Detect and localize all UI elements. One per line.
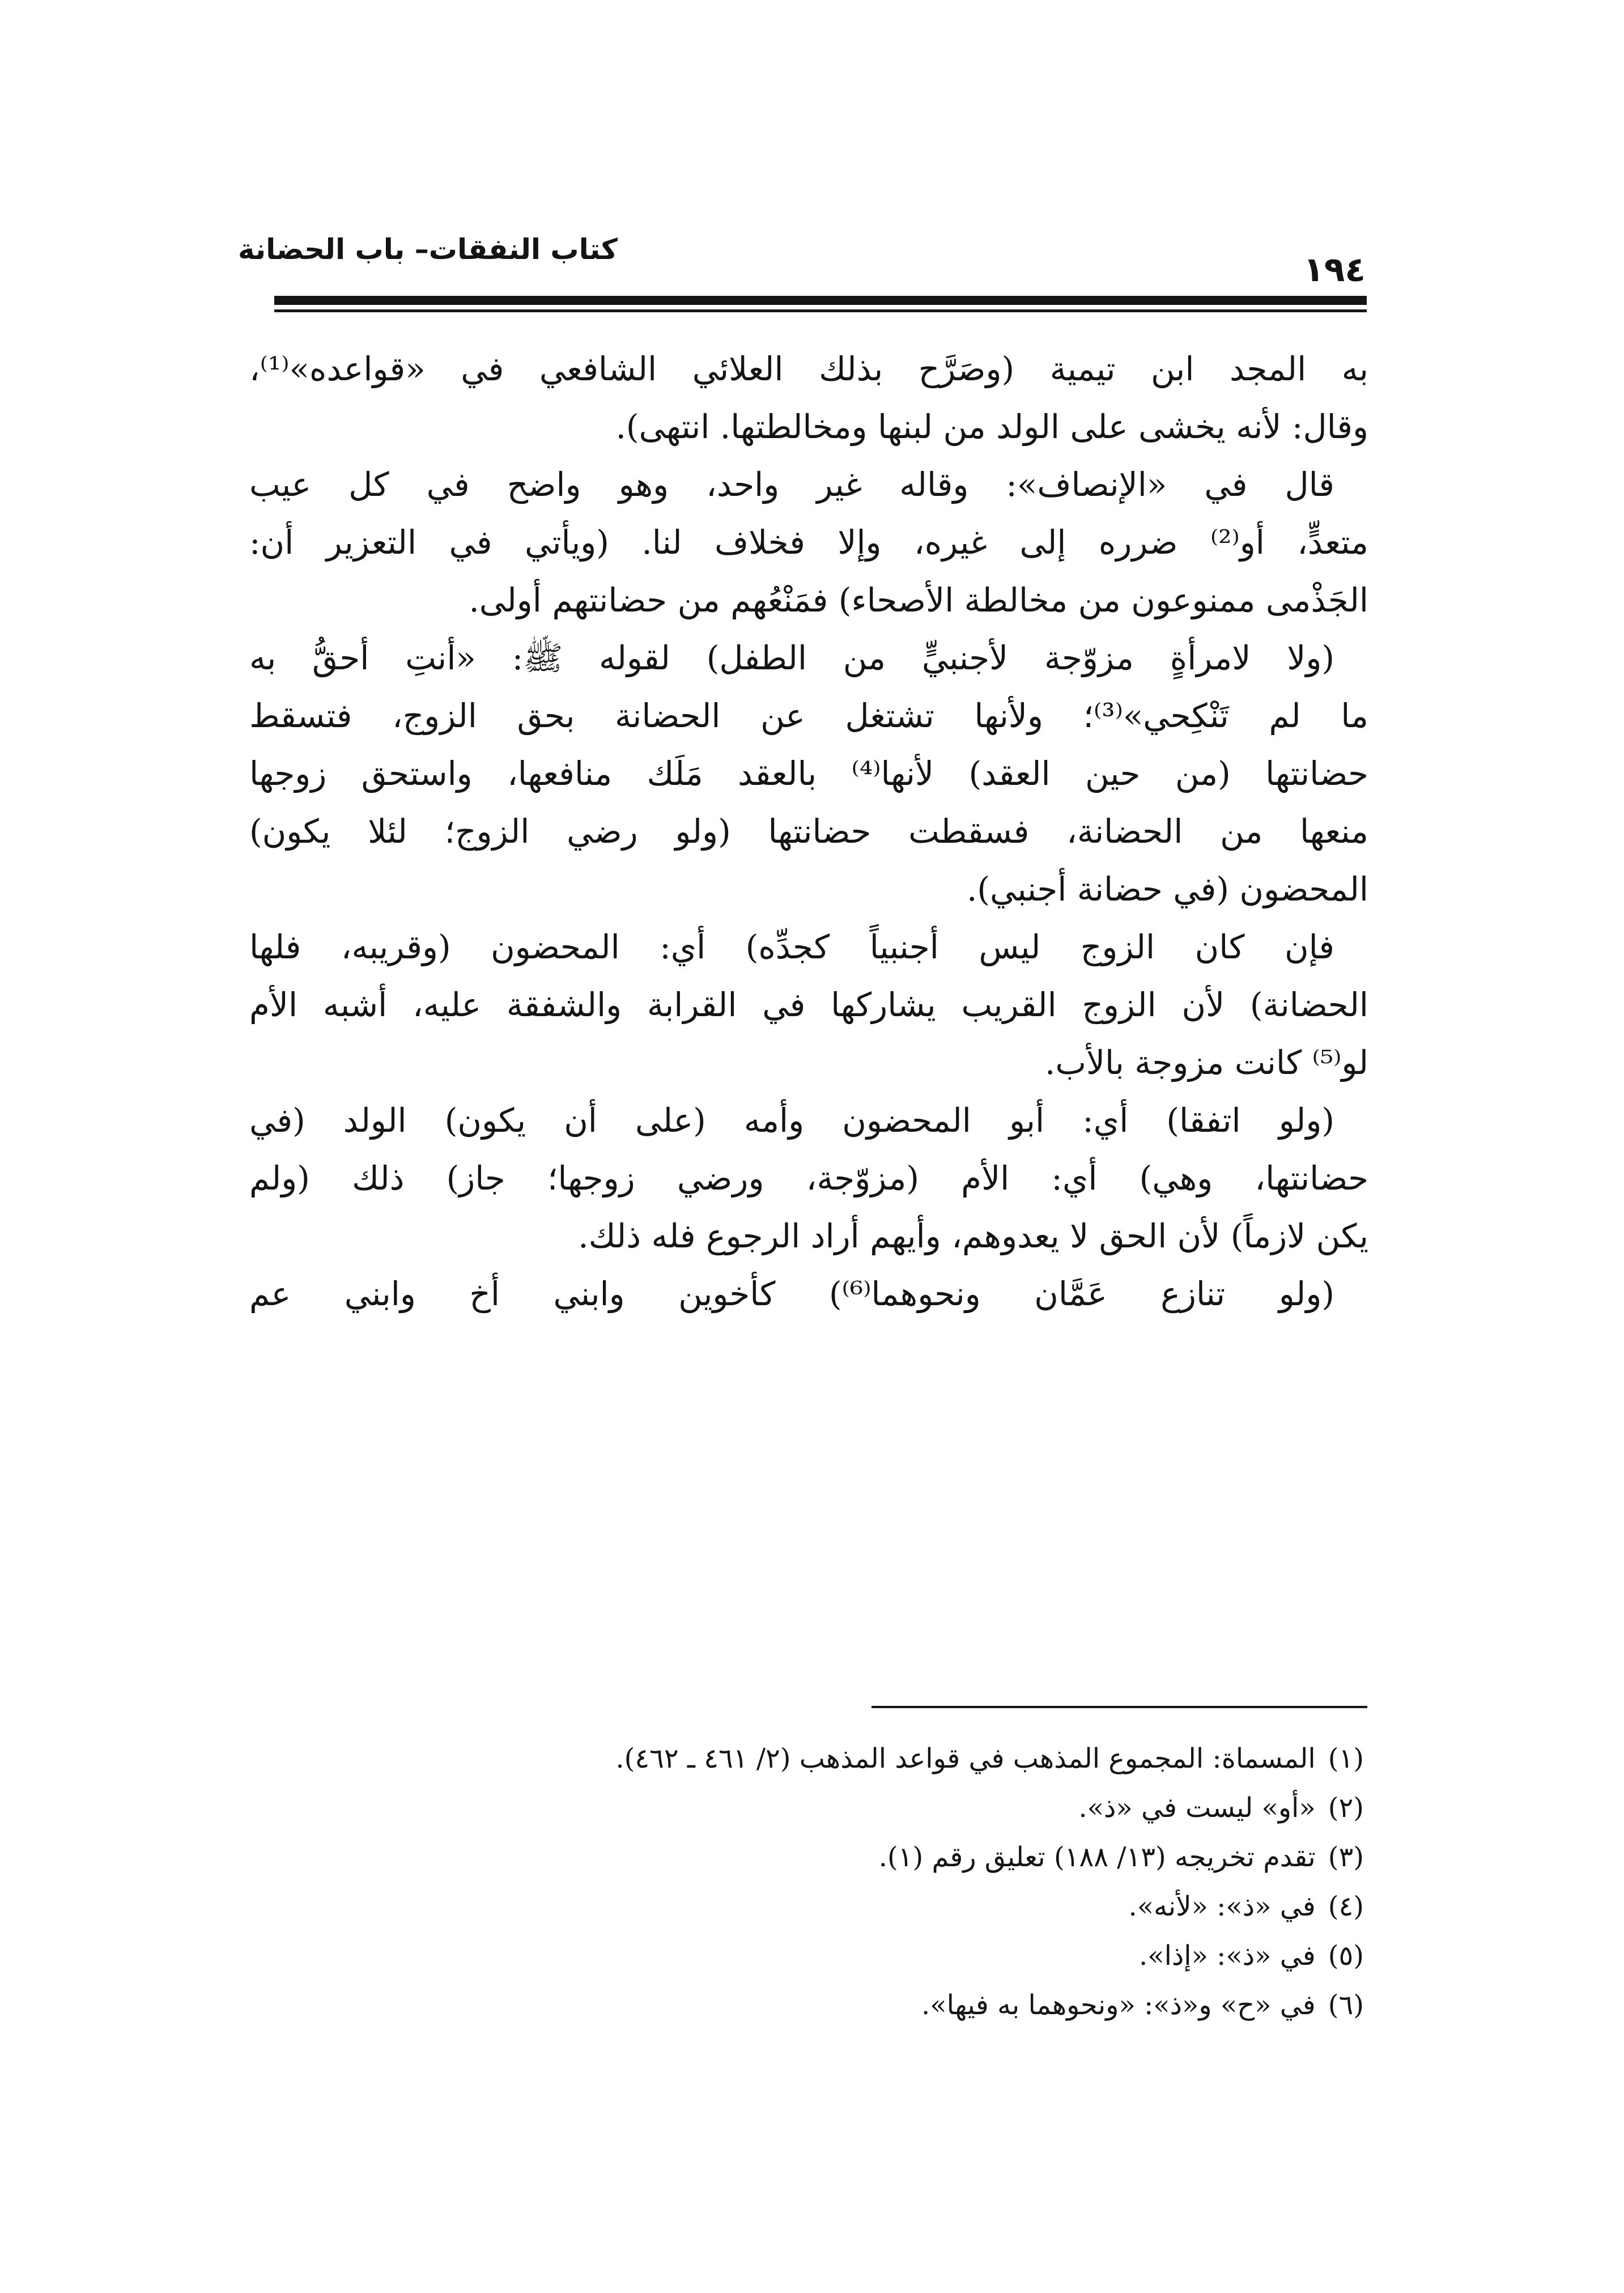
text-line: (ولا لامرأةٍ مزوّجة لأجنبيٍّ من الطفل) لقوله ﷺ: «أنتِ أحقُّ به	[249, 639, 1334, 677]
footnote-number: (٥)	[1328, 1940, 1364, 1972]
footnote-text: المسماة: المجموع المذهب في قواعد المذهب (٢/ ٤٦١ ـ ٤٦٢).	[615, 1743, 1316, 1774]
text-line: قال في «الإنصاف»: وقاله غير واحد، وهو واضح في كل عيب	[249, 465, 1334, 504]
footnote	[249, 1734, 1368, 1784]
footnote-number: (٣)	[1328, 1841, 1364, 1873]
text-line: فإن كان الزوج ليس أجنبياً كجدِّه) أي: المحضون (وقريبه، فلها	[249, 928, 1334, 966]
text-line: ما لم تَنْكِحي»⁽³⁾؛ ولأنها تشتغل عن الحضانة بحق الزوج، فتسقط	[249, 697, 1368, 735]
page-number: ١٩٤	[1303, 250, 1366, 290]
footnote-number: (٤)	[1328, 1891, 1364, 1922]
body-text	[249, 340, 1368, 1644]
text-line: منعها من الحضانة، فسقطت حضانتها (ولو رضي الزوج؛ لئلا يكون)	[249, 812, 1368, 851]
text-line: (ولو اتفقا) أي: أبو المحضون وأمه (على أن يكون) الولد (في	[249, 1101, 1334, 1140]
text-line: يكن لازماً) لأن الحق لا يعدوهم، وأيهم أراد الرجوع فله ذلك.	[578, 1217, 1368, 1255]
footnote-text: تقدم تخريجه (١٣/ ١٨٨) تعليق رقم (١).	[878, 1841, 1316, 1873]
footnote-text: في «ذ»: «لأنه».	[1128, 1891, 1316, 1922]
footnote-text: في «ح» و«ذ»: «ونحوهما به فيها».	[921, 1989, 1316, 2021]
footnote-text: في «ذ»: «إذا».	[1138, 1940, 1316, 1972]
footnote-number: (٦)	[1328, 1989, 1364, 2021]
text-line: لو⁽⁵⁾ كانت مزوجة بالأب.	[1044, 1043, 1368, 1082]
header-rule-thin	[274, 309, 1367, 312]
text-line: حضانتها، وهي) أي: الأم (مزوّجة، ورضي زوجها؛ جاز) ذلك (ولم	[249, 1159, 1368, 1198]
text-line: الحضانة) لأن الزوج القريب يشاركها في القرابة والشفقة عليه، أشبه الأم	[249, 986, 1368, 1024]
text-line: وقال: لأنه يخشى على الولد من لبنها ومخالطتها. انتهى).	[615, 407, 1368, 446]
footnote	[249, 1882, 1368, 1931]
text-line: به المجد ابن تيمية (وصَرَّح بذلك العلائي الشافعي في «قواعده»⁽¹⁾،	[249, 350, 1368, 388]
text-line: المحضون (في حضانة أجنبي).	[966, 870, 1368, 908]
footnotes	[249, 1734, 1368, 2030]
text-line: حضانتها (من حين العقد) لأنها⁽⁴⁾ بالعقد مَلَك منافعها، واستحق زوجها	[249, 754, 1368, 793]
footnote	[249, 1833, 1368, 1882]
footnote	[249, 1981, 1368, 2030]
footnote-text: «أو» ليست في «ذ».	[1078, 1792, 1316, 1824]
running-title: كتاب النفقات– باب الحضانة	[238, 233, 618, 266]
footnote	[249, 1784, 1368, 1833]
footnote-number: (٢)	[1328, 1792, 1364, 1824]
text-line: الجَذْمى ممنوعون من مخالطة الأصحاء) فمَنْعُهم من حضانتهم أولى.	[469, 581, 1368, 619]
text-line: (ولو تنازع عَمَّان ونحوهما⁽⁶⁾) كأخوين وابني أخ وابني عم	[249, 1275, 1334, 1313]
footnote	[249, 1931, 1368, 1981]
header-rule-thick	[274, 296, 1367, 305]
footnote-separator	[871, 1706, 1367, 1708]
footnote-number: (١)	[1328, 1743, 1364, 1774]
text-line: متعدٍّ، أو⁽²⁾ ضرره إلى غيره، وإلا فخلاف لنا. (ويأتي في التعزير أن:	[249, 523, 1368, 562]
